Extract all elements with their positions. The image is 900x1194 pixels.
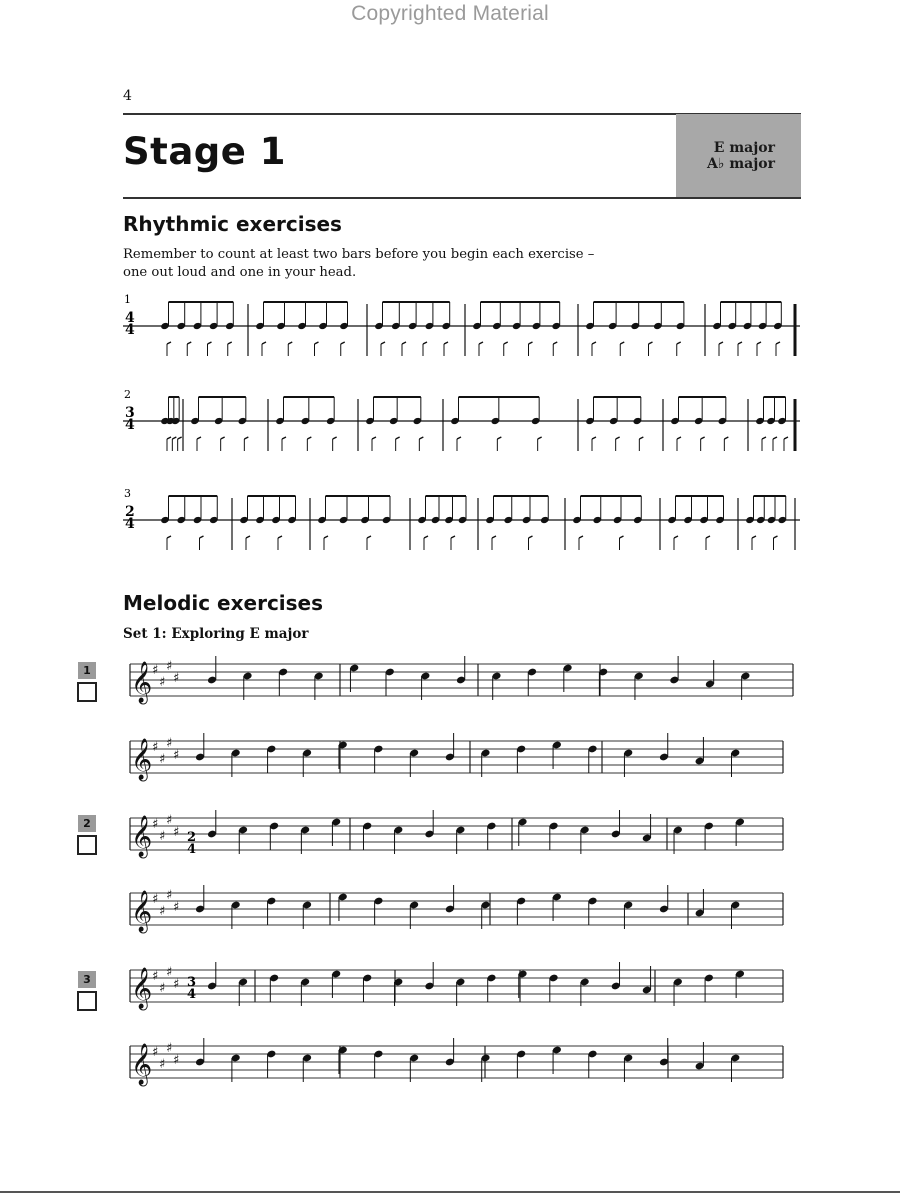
count-flag xyxy=(479,342,483,344)
melodic-ex-1-checkbox[interactable] xyxy=(77,682,97,702)
count-flag xyxy=(372,437,376,439)
count-flag xyxy=(639,437,643,439)
count-flag xyxy=(367,536,371,538)
count-flag xyxy=(677,342,681,344)
sharp-icon: ♯ xyxy=(159,752,166,767)
melodic-heading: Melodic exercises xyxy=(123,591,324,615)
sharp-icon: ♯ xyxy=(166,813,173,828)
count-flag xyxy=(282,437,286,439)
treble-clef-icon: 𝄞 xyxy=(131,739,153,780)
sharp-icon: ♯ xyxy=(159,829,166,844)
treble-clef-icon: 𝄞 xyxy=(131,662,153,703)
count-flag xyxy=(529,536,533,538)
sharp-icon: ♯ xyxy=(159,1057,166,1072)
count-flag xyxy=(451,536,455,538)
sharp-icon: ♯ xyxy=(166,888,173,903)
count-flag xyxy=(649,342,653,344)
count-flag xyxy=(457,437,461,439)
count-flag xyxy=(324,536,328,538)
count-flag xyxy=(762,437,766,439)
count-flag xyxy=(228,342,232,344)
sharp-icon: ♯ xyxy=(152,663,159,678)
count-flag xyxy=(187,342,191,344)
key-label-a-flat-major: A♭ major xyxy=(706,155,775,172)
count-flag xyxy=(288,342,292,344)
count-flag xyxy=(315,342,319,344)
key-label-e-major: E major xyxy=(713,139,775,156)
rhythm-ex-2-number: 2 xyxy=(124,388,131,401)
count-flag xyxy=(444,342,448,344)
rhythm-ex-3-time-top: 2 xyxy=(125,504,135,520)
treble-clef-icon: 𝄞 xyxy=(131,968,153,1009)
sharp-icon: ♯ xyxy=(152,1045,159,1060)
count-flag xyxy=(402,342,406,344)
rhythm-ex-2-time-bottom: 4 xyxy=(125,417,135,433)
count-flag xyxy=(706,536,710,538)
sharp-icon: ♯ xyxy=(166,659,173,674)
count-flag xyxy=(333,437,337,439)
sharp-icon: ♯ xyxy=(173,825,180,840)
count-flag xyxy=(423,342,427,344)
count-flag xyxy=(167,342,171,344)
count-flag xyxy=(200,536,204,538)
count-flag xyxy=(701,437,705,439)
count-flag xyxy=(620,536,624,538)
count-flag xyxy=(208,342,212,344)
count-flag xyxy=(776,342,780,344)
count-flag xyxy=(197,437,201,439)
count-flag xyxy=(529,342,533,344)
count-flag xyxy=(757,342,761,344)
count-flag xyxy=(773,437,777,439)
rhythm-ex-3-time-bottom: 4 xyxy=(125,516,135,532)
count-flag xyxy=(419,437,423,439)
page-bottom-rule xyxy=(0,1191,900,1193)
rhythm-ex-1-number: 1 xyxy=(124,293,131,306)
count-flag xyxy=(244,437,248,439)
melodic-notes xyxy=(195,656,751,1082)
sharp-icon: ♯ xyxy=(173,748,180,763)
sharp-icon: ♯ xyxy=(159,904,166,919)
copyright-watermark: Copyrighted Material xyxy=(351,2,549,25)
count-flag xyxy=(178,437,182,439)
melodic-ex-2-number: 2 xyxy=(78,815,96,832)
melodic-ex-3-number: 3 xyxy=(78,971,96,988)
sharp-icon: ♯ xyxy=(159,981,166,996)
count-flag xyxy=(774,536,778,538)
sharp-icon: ♯ xyxy=(152,740,159,755)
count-flag xyxy=(167,437,171,439)
sharp-icon: ♯ xyxy=(152,817,159,832)
count-flag xyxy=(674,536,678,538)
rhythm-ex-1-time-bottom: 4 xyxy=(125,322,135,338)
count-flag xyxy=(246,536,250,538)
melodic-staves xyxy=(130,659,793,1086)
rhythm-notes xyxy=(160,302,795,550)
count-flag xyxy=(738,342,742,344)
count-flag xyxy=(724,437,728,439)
treble-clef-icon: 𝄞 xyxy=(131,1044,153,1085)
treble-clef-icon: 𝄞 xyxy=(131,816,153,857)
count-flag xyxy=(492,536,496,538)
melodic-ex-1-number: 1 xyxy=(78,662,96,679)
melodic-ex-2-time-bottom: 4 xyxy=(187,842,197,857)
count-flag xyxy=(579,536,583,538)
count-flag xyxy=(396,437,400,439)
treble-clef-icon: 𝄞 xyxy=(131,891,153,932)
melodic-ex-3-time-bottom: 4 xyxy=(187,987,197,1002)
sharp-icon: ♯ xyxy=(166,1041,173,1056)
count-flag xyxy=(616,437,620,439)
count-flag xyxy=(307,437,311,439)
count-flag xyxy=(262,342,266,344)
count-flag xyxy=(341,342,345,344)
count-flag xyxy=(424,536,428,538)
count-flag xyxy=(172,437,176,439)
count-flag xyxy=(784,437,788,439)
count-flag xyxy=(719,342,723,344)
count-flag xyxy=(538,437,542,439)
melodic-ex-2-time-top: 2 xyxy=(187,830,197,845)
rhythm-ex-1-time-top: 4 xyxy=(125,310,135,326)
sharp-icon: ♯ xyxy=(152,892,159,907)
count-flag xyxy=(620,342,624,344)
melodic-ex-2-checkbox[interactable] xyxy=(77,835,97,855)
melodic-ex-3-checkbox[interactable] xyxy=(77,991,97,1011)
count-flag xyxy=(278,536,282,538)
intro-line-2: one out loud and one in your head. xyxy=(123,265,357,280)
count-flag xyxy=(553,342,557,344)
count-flag xyxy=(167,536,171,538)
count-flag xyxy=(592,342,596,344)
rhythmic-heading: Rhythmic exercises xyxy=(123,212,342,236)
rhythm-ex-3-number: 3 xyxy=(124,487,131,500)
count-flag xyxy=(592,437,596,439)
rhythm-ex-2-time-top: 3 xyxy=(125,405,135,421)
sharp-icon: ♯ xyxy=(173,977,180,992)
melodic-ex-3-time-top: 3 xyxy=(187,975,197,990)
page-number: 4 xyxy=(123,88,132,104)
sharp-icon: ♯ xyxy=(152,969,159,984)
count-flag xyxy=(497,437,501,439)
count-flag xyxy=(221,437,225,439)
count-flag xyxy=(504,342,508,344)
sharp-icon: ♯ xyxy=(159,675,166,690)
sharp-icon: ♯ xyxy=(173,1053,180,1068)
sharp-icon: ♯ xyxy=(173,671,180,686)
count-flag xyxy=(381,342,385,344)
sharp-icon: ♯ xyxy=(166,736,173,751)
count-flag xyxy=(752,536,756,538)
sharp-icon: ♯ xyxy=(173,900,180,915)
stage-title: Stage 1 xyxy=(123,130,287,173)
set-label: Set 1: Exploring E major xyxy=(123,626,309,642)
sharp-icon: ♯ xyxy=(166,965,173,980)
intro-line-1: Remember to count at least two bars before you begin each exercise – xyxy=(123,247,595,262)
count-flag xyxy=(677,437,681,439)
